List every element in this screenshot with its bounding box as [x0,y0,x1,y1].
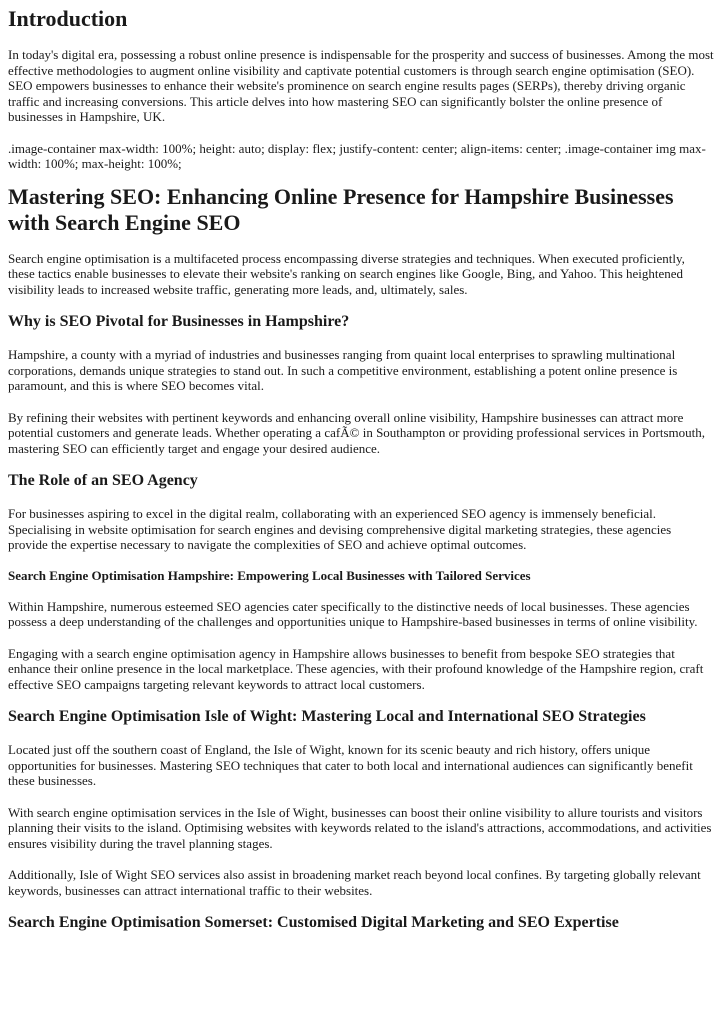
seo-agency-paragraph: For businesses aspiring to excel in the digital realm, collaborating with an experienced SEO agency is immensely beneficial. Specialising in website optimisation for search engines and devising comprehensive digital marketing strategies, these agencies provide the expertise necessary to navigate the complexities of SEO and achieve optimal outcomes. [8,506,672,552]
why-seo-paragraph-2: By refining their websites with pertinent keywords and enhancing overall online visibility, Hampshire businesses can attract more potential customers and generate leads. Whether operating a cafÃ© in Southampton or providing professional services in Portsmouth, mastering SEO can efficiently target and engage your desired audience. [8,409,706,456]
why-seo-heading: Why is SEO Pivotal for Businesses in Hampshire? [8,313,350,330]
main-paragraph: Search engine optimisation is a multifaceted process encompassing diverse strategies and techniques. When executed proficiently, these tactics enable businesses to elevate their website's ranking on search engines like Google, Bing, and Yahoo. This heightened visibility leads to increased website traffic, generating more leads, and, ultimately, sales. [8,250,685,297]
isle-of-wight-paragraph-1: Located just off the southern coast of England, the Isle of Wight, known for its scenic beauty and rich history, offers unique opportunities for businesses. Mastering SEO techniques that cater to both local and international audiences can significantly benefit these businesses. [8,742,693,788]
seo-agency-heading: The Role of an SEO Agency [8,472,198,489]
hampshire-heading: Search Engine Optimisation Hampshire: Empowering Local Businesses with Tailored Services [8,567,531,583]
hampshire-paragraph-1: Within Hampshire, numerous esteemed SEO agencies cater specifically to the distinctive needs of local businesses. These agencies possess a deep understanding of the challenges and opportunities unique to Hampshire-based businesses in terms of online visibility. [8,598,698,629]
isle-of-wight-paragraph-2: With search engine optimisation services in the Isle of Wight, businesses can boost their online visibility to allure tourists and visitors planning their visits to the island. Optimising websites with keywords related to the island's attractions, accommodations, and activities ensures visibility during the travel planning stages. [8,804,712,851]
intro-paragraph: In today's digital era, possessing a robust online presence is indispensable for the prosperity and success of businesses. Among the most effective methodologies to augment online visibility and captivate potential customers is through search engine optimisation (SEO). SEO empowers businesses to enhance their website's prominence on search engine results pages (SERPs), thereby driving organic traffic and increasing conversions. This article delves into how mastering SEO can significantly bolster the online presence of businesses in Hampshire, UK. [8,47,714,124]
intro-heading: Introduction [8,6,128,31]
document-page [8,0,714,933]
main-heading: Mastering SEO: Enhancing Online Presence for Hampshire Businesses with Search Engine SEO [8,183,674,235]
why-seo-paragraph-1: Hampshire, a county with a myriad of industries and businesses ranging from quaint local enterprises to sprawling multinational corporations, demands unique strategies to stand out. In such a competitive environment, establishing a potent online presence is paramount, and this is where SEO becomes vital. [8,347,678,393]
css-code-text: .image-container max-width: 100%; height: auto; display: flex; justify-content: center; align-items: center; .image-container img max-width: 100%; max-height: 100%; [8,140,706,171]
isle-of-wight-paragraph-3: Additionally, Isle of Wight SEO services also assist in broadening market reach beyond local confines. By targeting globally relevant keywords, businesses can attract international traffic to their websites. [8,867,701,898]
hampshire-paragraph-2: Engaging with a search engine optimisation agency in Hampshire allows businesses to benefit from bespoke SEO strategies that enhance their online presence in the local marketplace. These agencies, with their profound knowledge of the Hampshire region, craft effective SEO campaigns targeting relevant keywords to attract local customers. [8,645,704,692]
isle-of-wight-heading: Search Engine Optimisation Isle of Wight: Mastering Local and International SEO Strategies [8,708,646,725]
somerset-heading: Search Engine Optimisation Somerset: Customised Digital Marketing and SEO Expertise [8,914,619,931]
